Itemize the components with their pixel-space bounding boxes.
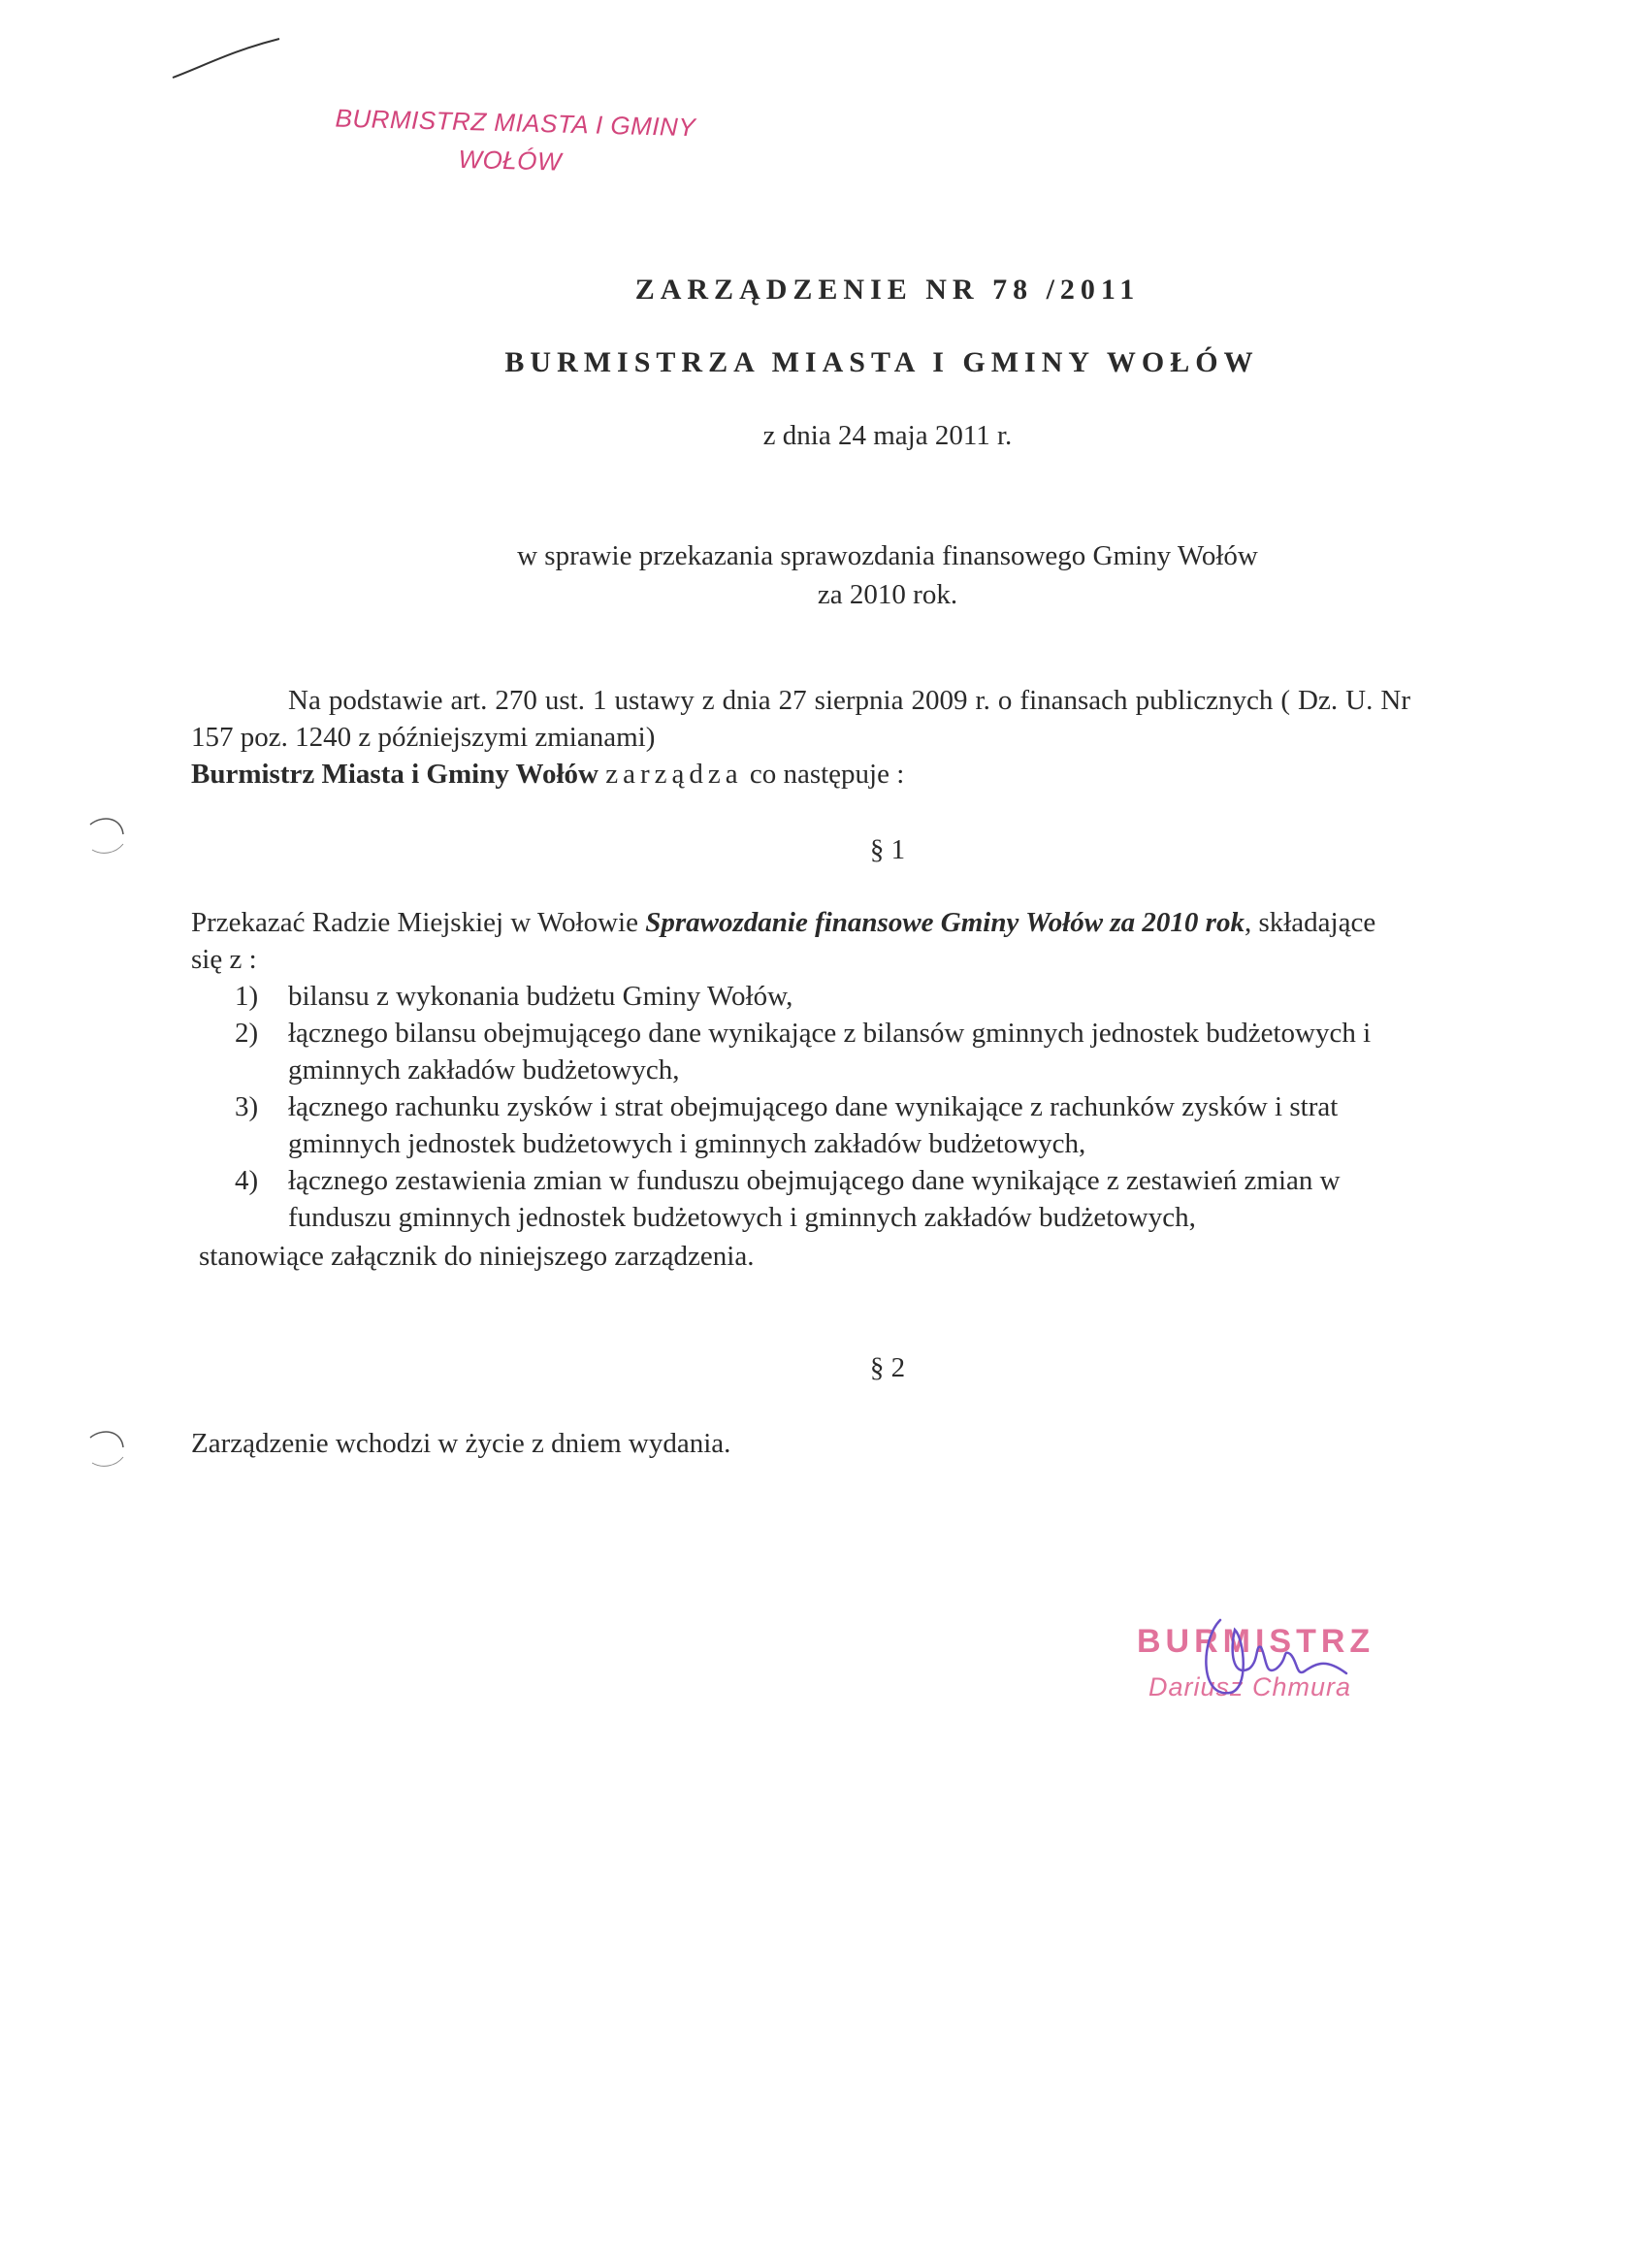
punch-hole xyxy=(82,805,131,863)
handwritten-signature xyxy=(1181,1601,1395,1727)
preamble xyxy=(191,682,1410,793)
follows-text: co następuje : xyxy=(749,759,905,790)
list-text: łącznego rachunku zysków i strat obejmującego dane wynikające z rachunków zysków i strat gminnych jednostek budżetowych i gminnych zakładów budżetowych, xyxy=(288,1091,1339,1159)
authority-name: Burmistrz Miasta i Gminy Wołów xyxy=(191,759,598,790)
components-list xyxy=(191,978,1410,1236)
list-number: 2) xyxy=(235,1018,259,1049)
list-text: bilansu z wykonania budżetu Gminy Wołów, xyxy=(288,981,793,1012)
list-number: 4) xyxy=(235,1165,259,1196)
section-1-body xyxy=(191,904,1410,1275)
decides-word: zarządza xyxy=(605,759,743,790)
intro-tail: , składające się z : xyxy=(191,907,1376,975)
list-text: łącznego bilansu obejmującego dane wynikające z bilansów gminnych jednostek budżetowych i gminnych zakładów budżetowych, xyxy=(288,1018,1372,1085)
report-title: Sprawozdanie finansowe Gminy Wołów za 2010 rok xyxy=(645,907,1245,938)
office-stamp-line1: BURMISTRZ MIASTA I GMINY xyxy=(335,103,696,143)
list-item xyxy=(191,1162,1410,1236)
signature-stamp-name: Dariusz Chmura xyxy=(1148,1672,1352,1701)
office-stamp-line2: WOŁÓW xyxy=(458,144,563,177)
section-2-heading: § 2 xyxy=(869,1352,906,1383)
section-1-intro xyxy=(191,904,1410,978)
signature-stamp-title: BURMISTRZ xyxy=(1137,1623,1375,1660)
list-text: łącznego zestawienia zmian w funduszu obejmującego dane wynikające z zestawień zmian w funduszu gminnych jednostek budżetowych i gminnych zakładów budżetowych, xyxy=(288,1165,1341,1233)
document-date: z dnia 24 maja 2011 r. xyxy=(762,420,1013,451)
office-stamp xyxy=(334,104,743,182)
section-1-heading: § 1 xyxy=(869,834,906,865)
section-2-text: Zarządzenie wchodzi w życie z dniem wydania. xyxy=(191,1428,731,1459)
document-issuer: BURMISTRZA MIASTA I GMINY WOŁÓW xyxy=(504,346,1259,378)
intro-text: Przekazać Radzie Miejskiej w Wołowie xyxy=(191,907,638,938)
punch-hole xyxy=(82,1418,131,1476)
list-item xyxy=(191,1015,1410,1088)
section-1-closing: stanowiące załącznik do niniejszego zarządzenia. xyxy=(199,1241,755,1272)
subject-line2: za 2010 rok. xyxy=(817,579,958,610)
list-item xyxy=(191,978,1410,1015)
document-subject xyxy=(0,536,1649,614)
list-number: 3) xyxy=(235,1091,259,1122)
document-title: ZARZĄDZENIE NR 78 /2011 xyxy=(634,274,1141,306)
list-number: 1) xyxy=(235,981,259,1012)
list-item xyxy=(191,1088,1410,1162)
preamble-decision xyxy=(191,756,1410,793)
subject-line1: w sprawie przekazania sprawozdania finansowego Gminy Wołów xyxy=(517,540,1258,571)
preamble-text: Na podstawie art. 270 ust. 1 ustawy z dnia 27 sierpnia 2009 r. o finansach publicznych ( Dz. U. Nr 157 poz. 1240 z późniejszymi zmianami) xyxy=(191,685,1410,753)
pen-mark xyxy=(165,29,291,87)
